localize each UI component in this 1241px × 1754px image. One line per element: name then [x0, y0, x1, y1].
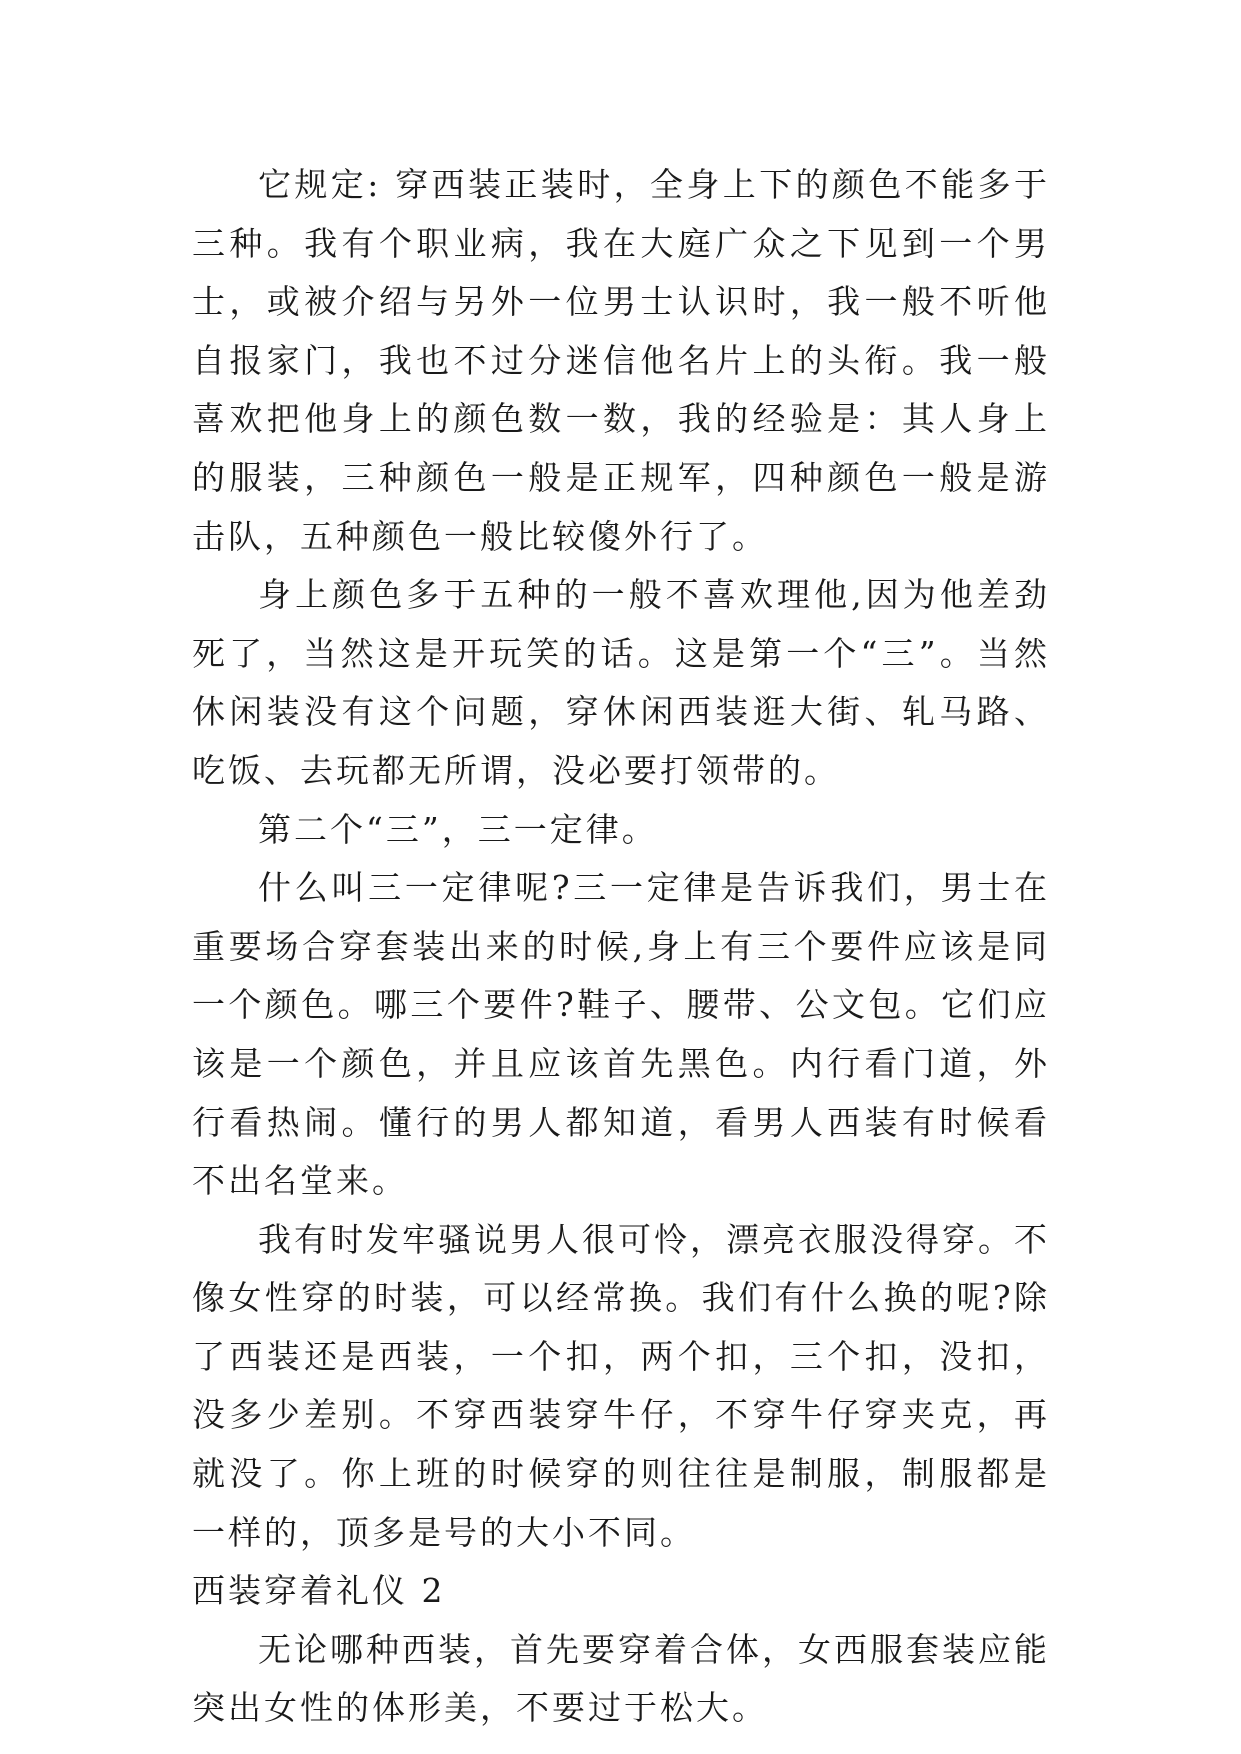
document-page [192, 156, 1050, 1738]
paragraph: 它规定: 穿西装正装时，全身上下的颜色不能多于三种。我有个职业病，我在大庭广众之下见到一个男士，或被介绍与另外一位男士认识时，我一般不听他自报家门，我也不过分迷信他名片上的头衔。我一般喜欢把他身上的颜色数一数，我的经验是：其人身上的服装，三种颜色一般是正规军，四种颜色一般是游击队，五种颜色一般比较傻外行了。 [192, 165, 1050, 556]
paragraph: 身上颜色多于五种的一般不喜欢理他,因为他差劲死了，当然这是开玩笑的话。这是第一个“三”。当然休闲装没有这个问题，穿休闲西装逛大街、轧马路、吃饭、去玩都无所谓，没必要打领带的。 [192, 575, 1050, 790]
section-heading: 西装穿着礼仪 2 [192, 1571, 446, 1611]
paragraph: 我有时发牢骚说男人很可怜，漂亮衣服没得穿。不像女性穿的时装，可以经常换。我们有什么换的呢?除了西装还是西装，一个扣，两个扣，三个扣，没扣，没多少差别。不穿西装穿牛仔，不穿牛仔穿夹克，再就没了。你上班的时候穿的则往往是制服，制服都是一样的，顶多是号的大小不同。 [192, 1219, 1050, 1552]
paragraph: 无论哪种西装，首先要穿着合体，女西服套装应能突出女性的体形美，不要过于松大。 [192, 1629, 1050, 1728]
paragraph: 什么叫三一定律呢?三一定律是告诉我们，男士在重要场合穿套装出来的时候,身上有三个要件应该是同一个颜色。哪三个要件?鞋子、腰带、公文包。它们应该是一个颜色，并且应该首先黑色。内行看门道，外行看热闹。懂行的男人都知道，看男人西装有时候看不出名堂来。 [192, 868, 1050, 1201]
paragraph: 第二个“三”，三一定律。 [258, 809, 658, 849]
